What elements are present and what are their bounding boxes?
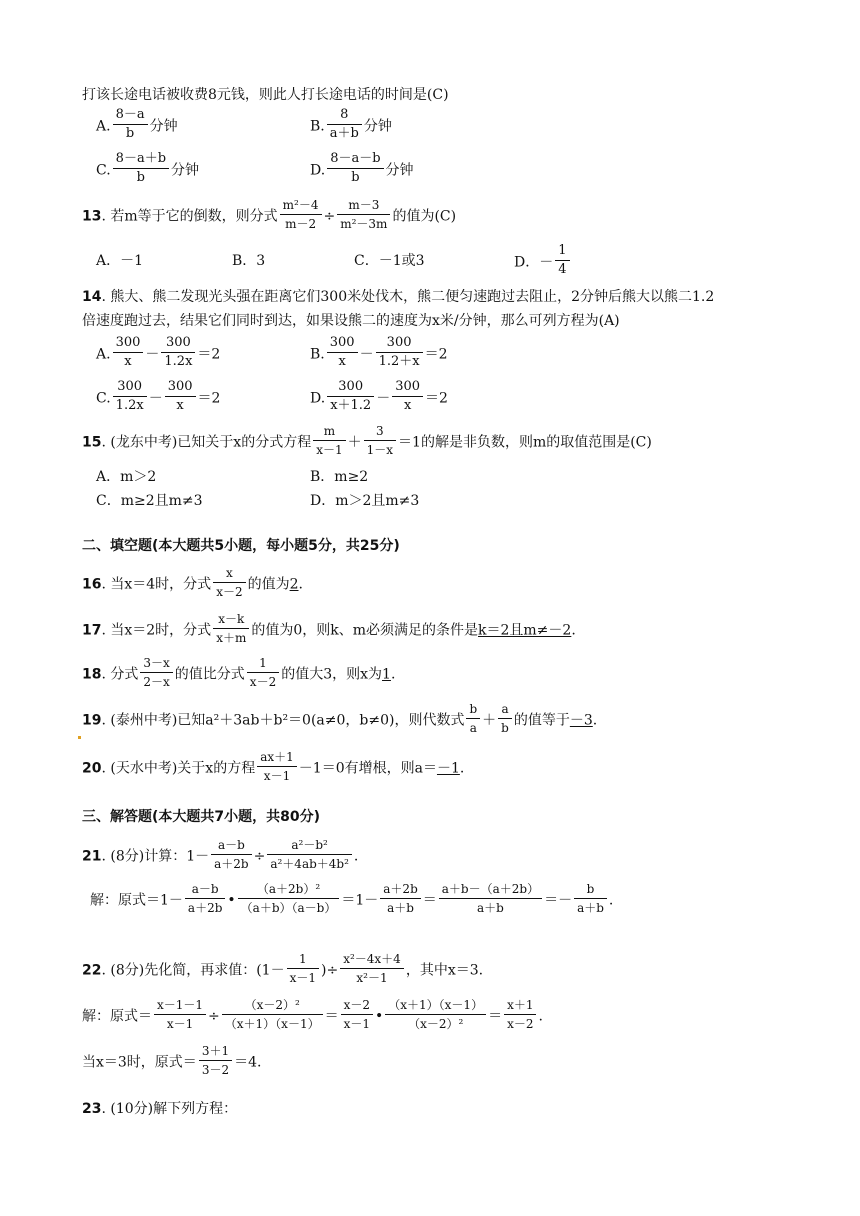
denominator: x — [176, 398, 184, 413]
q22-solution — [82, 998, 860, 1035]
stem-text: 的值等于 — [513, 712, 570, 729]
numerator: a＋b－（a＋2b） — [439, 880, 542, 899]
numerator: x－k — [213, 610, 249, 629]
q16 — [82, 566, 860, 603]
stem-text: . — [571, 622, 576, 639]
denominator: a＋b — [387, 901, 414, 915]
numerator: a＋2b — [380, 880, 420, 899]
option-label: D．－ — [514, 254, 554, 271]
question-number: 13 — [82, 208, 102, 225]
stem-text: ，其中x＝3. — [405, 962, 484, 979]
q21-solution — [90, 882, 860, 919]
denominator: m²－3m — [340, 217, 388, 231]
denominator: x－1 — [316, 443, 343, 457]
stem-text: . 熊大、熊二发现光头强在距离它们300米处伐木，熊二便匀速跑过去阻止，2分钟后熊大以熊二1.2 — [101, 289, 715, 305]
denominator: b — [136, 170, 145, 185]
stem-text: )÷ — [321, 962, 339, 979]
stem-text: . — [353, 848, 359, 865]
denominator: 1.2x — [164, 354, 193, 369]
denominator: x－2 — [507, 1017, 534, 1031]
q14-option-a — [96, 336, 220, 373]
numerator: x－2 — [341, 996, 373, 1015]
stem-text: 的值为(C) — [392, 208, 457, 225]
q13-option-c: C．－1或3 — [354, 253, 425, 269]
denominator: b — [351, 170, 360, 185]
denominator: x＋m — [216, 631, 247, 645]
q22-evaluation — [82, 1044, 860, 1081]
q14-option-d — [310, 380, 448, 417]
numerator: 300 — [376, 334, 423, 353]
section-2-heading: 二、填空题(本大题共5小题，每小题5分，共25分) — [82, 538, 400, 554]
denominator: a — [469, 721, 477, 735]
stem-text: . (10分)解下列方程： — [101, 1101, 238, 1117]
option-label: B. — [310, 346, 325, 363]
numerator: a－b — [185, 880, 225, 899]
option-label: D. — [310, 390, 326, 407]
stem-text: 的值为0，则k、m必须满足的条件是 — [251, 622, 479, 639]
numerator: 1 — [247, 654, 279, 673]
option-label: C. — [96, 390, 111, 407]
operator: ÷ — [208, 1008, 220, 1025]
marker-dot-icon — [78, 736, 81, 739]
numerator: a²－b² — [267, 836, 352, 855]
numerator: 3＋1 — [199, 1042, 232, 1061]
answer: －3 — [569, 712, 593, 729]
stem-text: 的值比分式 — [174, 666, 245, 683]
question-number: 20 — [82, 760, 102, 777]
numerator: 1 — [287, 950, 319, 969]
denominator: x — [403, 398, 412, 413]
rhs: ＝2 — [197, 346, 221, 363]
q15-option-c: C．m≥2且m≠3 — [96, 493, 203, 509]
stem-text: . (天水中考)关于x的方程 — [101, 760, 256, 777]
denominator: x — [124, 354, 132, 369]
q14-stem-line1 — [82, 288, 860, 306]
denominator: a＋b — [577, 901, 604, 915]
numerator: 300 — [327, 334, 358, 353]
stem-text: －1＝0有增根，则a＝ — [298, 760, 437, 777]
operator: － — [376, 390, 391, 407]
denominator: x－1 — [289, 971, 316, 985]
rhs: ＝2 — [197, 390, 221, 407]
q12-option-d — [310, 152, 414, 189]
q12-option-b — [310, 108, 392, 145]
operator: － — [359, 346, 374, 363]
q14-option-b — [310, 336, 448, 373]
numerator: 300 — [161, 334, 195, 353]
denominator: 3－2 — [201, 1063, 230, 1077]
unit: 分钟 — [149, 118, 178, 135]
denominator: x－1 — [166, 1017, 194, 1031]
denominator: （a＋b）（a－b） — [240, 901, 337, 915]
operator: ＝1－ — [341, 892, 379, 909]
numerator: 300 — [113, 378, 147, 397]
unit: 分钟 — [385, 162, 414, 179]
numerator: x－1－1 — [154, 996, 206, 1015]
unit: 分钟 — [363, 118, 392, 135]
q13-option-d — [514, 244, 572, 281]
question-number: 14 — [82, 289, 102, 305]
numerator: 8 — [327, 106, 362, 125]
q12-option-a — [96, 108, 178, 145]
numerator: （x－2）² — [222, 996, 323, 1015]
denominator: a＋b — [477, 901, 504, 915]
numerator: 300 — [327, 378, 374, 397]
operator: • — [375, 1008, 384, 1025]
option-label: C. — [96, 162, 111, 179]
denominator: x — [338, 354, 346, 369]
numerator: m — [313, 422, 345, 441]
stem-text: . — [459, 760, 465, 777]
question-number: 19 — [82, 712, 102, 729]
stem-text: . (8分)计算：1－ — [101, 848, 210, 865]
stem-text: 当x＝3时，原式＝ — [82, 1054, 197, 1071]
denominator: b — [501, 721, 509, 735]
q15-option-b: B．m≥2 — [310, 469, 369, 485]
numerator: 300 — [113, 334, 144, 353]
numerator: （x＋1）（x－1） — [385, 996, 486, 1015]
operator: ＋ — [347, 434, 362, 451]
operator: － — [145, 346, 160, 363]
operator: ＝ — [422, 892, 437, 909]
q15-option-d: D．m＞2且m≠3 — [310, 493, 420, 509]
rhs: ＝2 — [425, 390, 448, 407]
denominator: 1.2x — [115, 398, 144, 413]
stem-text: . — [608, 892, 614, 909]
numerator: x — [213, 564, 245, 583]
stem-text: . — [390, 666, 396, 683]
numerator: 300 — [165, 378, 196, 397]
numerator: b — [466, 700, 480, 719]
unit: 分钟 — [171, 162, 200, 179]
operator: － — [148, 390, 163, 407]
numerator: a — [498, 700, 512, 719]
denominator: x－1 — [343, 1017, 370, 1031]
answer: k＝2且m≠－2 — [478, 622, 572, 639]
operator: ＋ — [482, 712, 497, 729]
section-3-heading: 三、解答题(本大题共7小题，共80分) — [82, 809, 321, 825]
numerator: 3－x — [140, 654, 172, 673]
q13-stem — [82, 198, 860, 235]
stem-text: . 若m等于它的倒数，则分式 — [101, 208, 278, 225]
numerator: x＋1 — [504, 996, 536, 1015]
operator: ＝－ — [544, 892, 573, 909]
numerator: 1 — [555, 242, 569, 261]
denominator: x＋1.2 — [330, 398, 372, 413]
stem-text: . (8分)先化简，再求值：(1－ — [101, 962, 285, 979]
q15-option-a: A．m＞2 — [96, 469, 157, 485]
q18 — [82, 656, 860, 693]
q14-stem-line2: 倍速度跑过去，结果它们同时到达，如果设熊二的速度为x米/分钟，那么可列方程为(A) — [82, 313, 620, 329]
q23-stem — [82, 1100, 860, 1118]
question-number: 16 — [82, 576, 102, 593]
numerator: x²－4x＋4 — [340, 950, 404, 969]
stem-text: ＝1的解是非负数，则m的取值范围是(C) — [398, 434, 652, 451]
denominator: a＋b — [329, 126, 359, 141]
denominator: a²＋4ab＋4b² — [270, 857, 349, 871]
question-number: 22 — [82, 962, 102, 979]
q19 — [78, 702, 860, 739]
q13-option-a: A．－1 — [96, 253, 144, 269]
stem-text: . 当x＝4时，分式 — [101, 576, 212, 593]
denominator: x²－1 — [356, 971, 388, 985]
q14-option-c — [96, 380, 220, 417]
option-label: D. — [310, 162, 326, 179]
operator: ＝ — [324, 1008, 339, 1025]
operator: ÷ — [323, 208, 336, 225]
denominator: 1.2＋x — [378, 354, 420, 369]
q21-stem — [82, 838, 860, 875]
stem-text: . — [592, 712, 598, 729]
answer: 2 — [289, 576, 299, 593]
operator: ÷ — [253, 848, 266, 865]
denominator: x－2 — [216, 585, 243, 599]
denominator: （x－2）² — [408, 1017, 464, 1031]
denominator: x－1 — [263, 769, 291, 783]
numerator: b — [574, 880, 607, 899]
answer: －1 — [436, 760, 460, 777]
answer: 1 — [382, 666, 391, 683]
numerator: 8－a — [113, 106, 148, 125]
stem-text: 的值为 — [247, 576, 290, 593]
numerator: 8－a－b — [327, 150, 383, 169]
numerator: 300 — [392, 378, 423, 397]
stem-text: . (龙东中考)已知关于x的分式方程 — [101, 434, 312, 451]
question-number: 15 — [82, 434, 102, 451]
q17 — [82, 612, 860, 649]
solution-prefix: 解：原式＝ — [82, 1008, 152, 1025]
option-label: B. — [310, 118, 325, 135]
operator: ＝ — [488, 1008, 503, 1025]
question-number: 21 — [82, 848, 102, 865]
q22-stem — [82, 952, 860, 989]
stem-text: 的值大3，则x为 — [281, 666, 383, 683]
question-number: 17 — [82, 622, 102, 639]
solution-prefix: 解：原式＝1－ — [90, 892, 183, 909]
option-label: A. — [96, 118, 111, 135]
denominator: b — [125, 126, 135, 141]
denominator: 4 — [558, 262, 567, 277]
stem-text: . (泰州中考)已知a²＋3ab＋b²＝0(a≠0，b≠0)，则代数式 — [101, 712, 465, 729]
question-number: 18 — [82, 666, 102, 683]
stem-text: ＝4. — [234, 1054, 262, 1071]
q13-option-b: B．3 — [232, 253, 266, 269]
stem-text: . — [298, 576, 303, 593]
stem-text: . — [538, 1008, 543, 1025]
q12-option-c — [96, 152, 199, 189]
q20 — [82, 750, 860, 787]
stem-text: . 分式 — [101, 666, 139, 683]
question-number: 23 — [82, 1101, 102, 1117]
rhs: ＝2 — [424, 346, 448, 363]
numerator: 3 — [364, 422, 396, 441]
numerator: m－3 — [337, 196, 390, 215]
stem-text: . 当x＝2时，分式 — [101, 622, 212, 639]
operator: • — [227, 892, 236, 909]
denominator: （x＋1）（x－1） — [224, 1017, 320, 1031]
denominator: a＋2b — [187, 901, 223, 915]
numerator: （a＋2b）² — [238, 880, 340, 899]
q12-text: 打该长途电话被收费8元钱，则此人打长途电话的时间是(C) — [82, 87, 449, 103]
denominator: 2－x — [143, 675, 170, 689]
denominator: 1－x — [366, 443, 394, 457]
numerator: a－b — [211, 836, 251, 855]
q15-stem — [82, 424, 860, 461]
denominator: a＋2b — [214, 857, 249, 871]
denominator: x－2 — [249, 675, 277, 689]
denominator: m－2 — [285, 217, 317, 231]
option-label: A. — [96, 346, 111, 363]
numerator: m²－4 — [280, 196, 322, 215]
numerator: ax＋1 — [257, 748, 297, 767]
numerator: 8－a＋b — [113, 150, 169, 169]
